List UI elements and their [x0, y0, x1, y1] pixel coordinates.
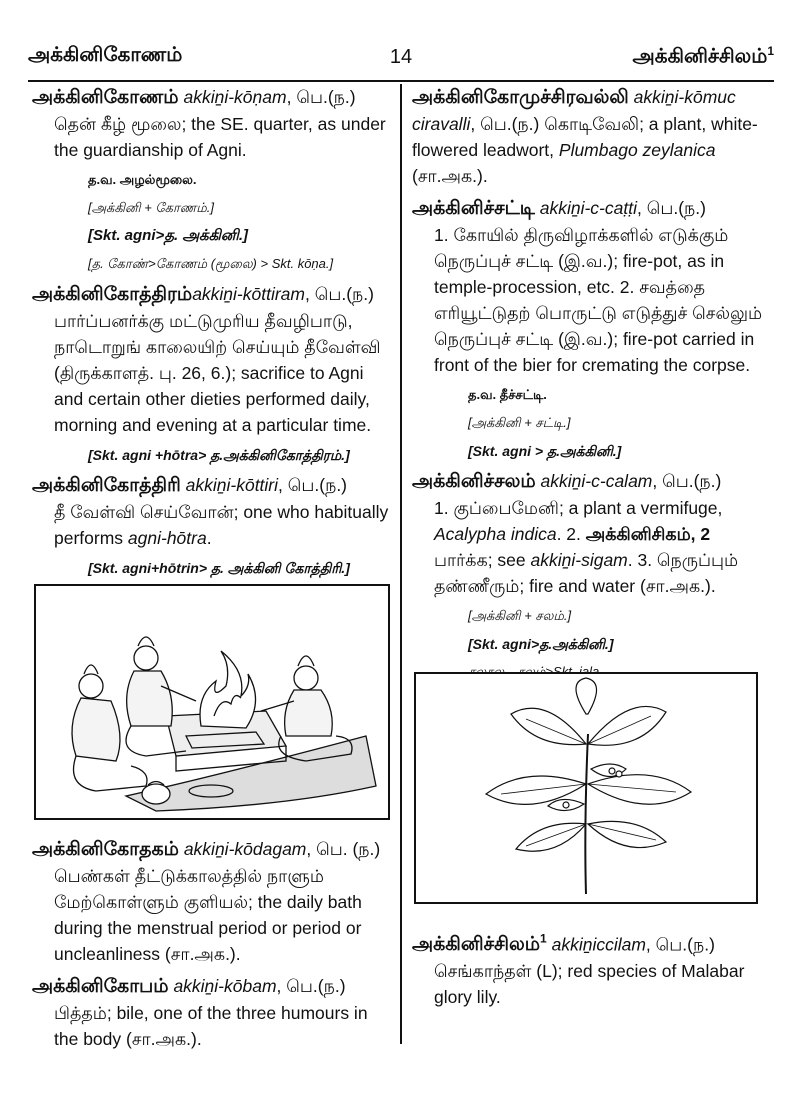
- running-head-right-text: அக்கினிச்சிலம்: [632, 45, 768, 68]
- part-of-speech: , பெ.(ந.): [470, 114, 545, 134]
- transliteration: akkiṉi-c-calam: [540, 471, 653, 491]
- headword: அக்கினிகோத்திரம்: [32, 284, 193, 305]
- etymology-line: [Skt. agni>த.அக்கினி.]: [468, 636, 614, 652]
- entry-akkini-kobam: [32, 973, 392, 1052]
- column-divider: [400, 84, 402, 1044]
- part-of-speech: , பெ.(ந.): [276, 976, 346, 996]
- etymology-line: த.வ. தீச்சட்டி.: [468, 387, 547, 402]
- entry-akkini-konam: [32, 84, 392, 275]
- definition: [412, 495, 770, 599]
- transliteration: akkiṉi-kōmuc ciravalli: [412, 87, 736, 134]
- etymology-line: [Skt. agni+hōtrin> த. அக்கினி கோத்திரி.]: [88, 560, 350, 576]
- headword: [412, 934, 547, 955]
- definition-text: தீ வேள்வி செய்வோன்; one who habitually performs: [54, 502, 389, 548]
- transliteration: akkiṉi-kōbam: [173, 976, 277, 996]
- transliteration: akkiṉi-kōṇam: [183, 87, 287, 107]
- definition: செங்காந்தள் (L); red species of Malabar glory lily.: [434, 961, 745, 1008]
- headword: அக்கினிகோமுச்சிரவல்லி: [412, 87, 629, 108]
- transliteration: akkiṉi-kōttiri: [185, 475, 279, 495]
- definition-italic: Acalypha indica: [434, 524, 557, 544]
- headword: அக்கினிகோத்திரி: [32, 475, 181, 496]
- headword-text: அக்கினிச்சிலம்: [412, 934, 541, 956]
- running-head-right-sup: 1: [767, 44, 774, 58]
- headword: அக்கினிச்சலம்: [412, 471, 536, 492]
- definition-text: 1. குப்பைமேனி; a plant a vermifuge,: [434, 498, 723, 518]
- page-number: 14: [389, 46, 413, 68]
- definition-text: பார்க்க; see: [434, 550, 531, 570]
- illustration-plant: [414, 672, 758, 904]
- etymology-line: [அக்கினி + சட்டி.]: [468, 415, 571, 430]
- header-rule: [28, 80, 774, 82]
- cross-reference: அக்கினிசிகம், 2: [585, 524, 711, 544]
- etymology-line: [Skt. agni +hōtra> த.அக்கினிகோத்திரம்.]: [88, 447, 350, 463]
- definition: பெண்கள் தீட்டுக்காலத்தில் நாளும் மேற்கொள்ளும் குளியல்; the daily bath during the menstrual period or period or uncleanliness (சா.அக.).: [54, 866, 362, 964]
- definition: தென் கீழ் மூலை; the SE. quarter, as under the guardianship of Agni.: [54, 114, 386, 160]
- etymology-line: [அக்கினி + சலம்.]: [468, 608, 572, 623]
- etymology-line: த.வ. அழல்மூலை.: [88, 172, 197, 187]
- etymology-line: [த. கோண்>கோணம் (மூலை) > Skt. kōṇa.]: [88, 256, 334, 271]
- part-of-speech: , பெ.(ந.): [645, 934, 715, 955]
- running-head-right: [633, 44, 774, 71]
- definition-text: (சா.அக.).: [412, 166, 488, 186]
- definition-italic: agni-hōtra: [127, 528, 207, 548]
- page-header: [28, 44, 774, 70]
- headword: அக்கினிகோணம்: [32, 87, 179, 108]
- left-column-lower: [32, 836, 392, 1058]
- definition-italic: Plumbago zeylanica: [558, 140, 716, 160]
- entry-akkini-kodagam: [32, 836, 392, 967]
- part-of-speech: , பெ.(ந.): [652, 471, 722, 491]
- definition-text: .: [206, 528, 212, 548]
- entry-akkiniccilam: [412, 926, 770, 1010]
- headword-sup: 1: [540, 932, 547, 946]
- etymology-line: [Skt. agni > த.அக்கினி.]: [468, 443, 622, 459]
- fire-sacrifice-drawing: [36, 586, 388, 818]
- part-of-speech: , பெ.(ந.): [305, 284, 374, 304]
- left-column: [32, 84, 392, 585]
- plant-drawing: [416, 674, 756, 902]
- etymology-line: [Skt. agni>த. அக்கினி.]: [88, 227, 249, 244]
- headword: அக்கினிகோதகம்: [32, 839, 179, 860]
- right-column-lower: [412, 926, 770, 1016]
- transliteration: akkiṉi-c-caṭṭi: [539, 198, 637, 218]
- part-of-speech: , பெ. (ந.): [306, 839, 381, 859]
- entry-akkini-c-catti: [412, 195, 770, 462]
- right-column: [412, 84, 770, 689]
- definition-italic: akkiṉi-sigam: [530, 550, 628, 570]
- definition: பித்தம்; bile, one of the three humours in the body (சா.அக.).: [54, 1003, 368, 1049]
- transliteration: akkiṉi-kōttiram: [192, 284, 305, 304]
- entry-akkini-kottiram: [32, 281, 392, 466]
- entry-akkini-komuc-ciravalli: [412, 84, 770, 189]
- transliteration: akkiṉiccilam: [551, 934, 646, 955]
- definition: 1. கோயில் திருவிழாக்களில் எடுக்கும் நெருப்புச் சட்டி (இ.வ.); fire-pot, as in temple-procession, etc. 2. சவத்தை எரியூட்டுதற் பொருட்டு எடுத்துச் செல்லும் நெருப்புச் சட்டி (இ.வ.); fire-pot carried in front of the bier for cremating the corpse.: [434, 225, 763, 375]
- entry-akkini-kottiri: [32, 472, 392, 579]
- transliteration: akkiṉi-kōdagam: [183, 839, 307, 859]
- part-of-speech: , பெ.(ந.): [286, 87, 356, 107]
- definition-text: . 2.: [556, 524, 586, 544]
- definition-text: கொடிவேலி; a plant, white-flowered leadwort,: [412, 114, 758, 160]
- part-of-speech: , பெ.(ந.): [278, 475, 348, 495]
- headword: அக்கினிச்சட்டி: [412, 198, 535, 219]
- running-head-left: அக்கினிகோணம்: [28, 44, 183, 66]
- illustration-fire-sacrifice: [34, 584, 390, 820]
- etymology-line: [அக்கினி + கோணம்.]: [88, 200, 214, 215]
- headword: அக்கினிகோபம்: [32, 976, 169, 997]
- definition: பார்ப்பனர்க்கு மட்டுமுரிய தீவழிபாடு, நாடொறுங் காலையிற் செய்யும் தீவேள்வி (திருக்காளத். பு. 26, 6.); sacrifice to Agni and certain other dieties performed daily, morning and evening at a particular time.: [54, 311, 381, 435]
- entry-akkini-c-calam: [412, 468, 770, 683]
- part-of-speech: , பெ.(ந.): [636, 198, 706, 218]
- definition: [32, 499, 392, 551]
- definition-text: . 3. நெருப்பும் தண்ணீரும்; fire and water (சா.அக.).: [434, 550, 739, 596]
